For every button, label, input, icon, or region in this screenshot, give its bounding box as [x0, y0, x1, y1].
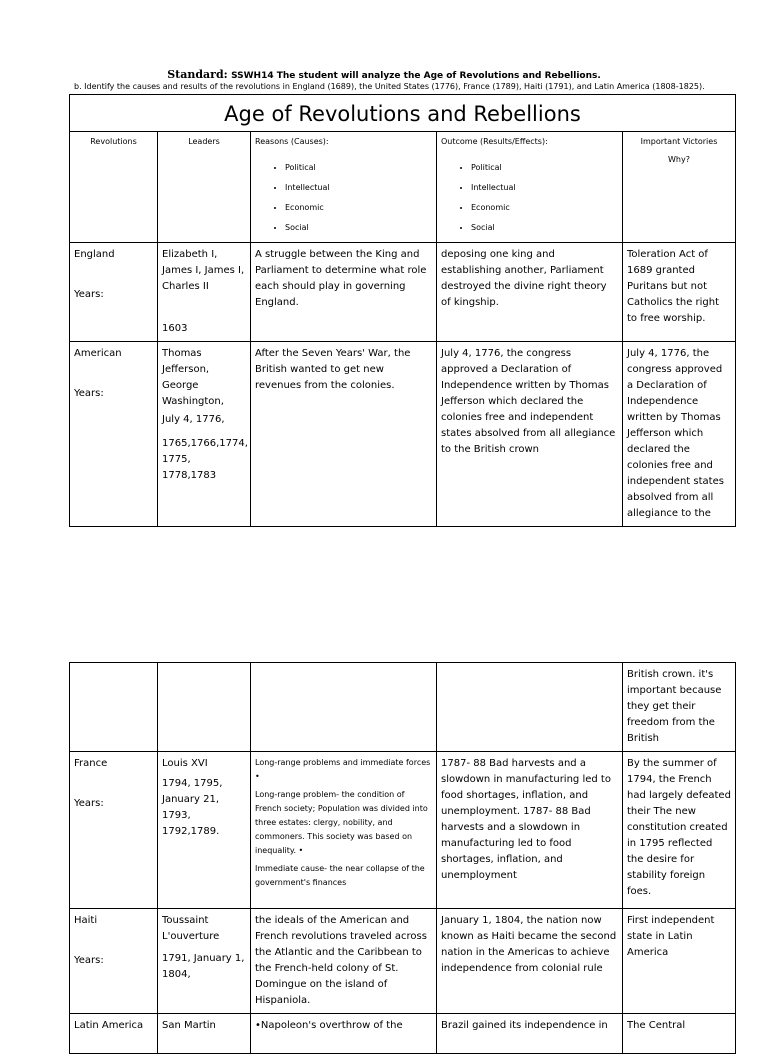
row-cell-leaders: San Martin: [158, 1014, 251, 1054]
revolutions-table-part-1: [69, 94, 736, 527]
years-label: Years:: [74, 955, 104, 966]
row-cell-outcome: January 1, 1804, the nation now known as Haiti became the second nation in the Americas to achieve independence from colonial rule: [437, 909, 623, 1014]
row-cell-outcome: [437, 663, 623, 752]
col-header-victories: [623, 132, 736, 243]
row-cell-leaders: [158, 909, 251, 1014]
years-text: 1794, 1795, January 21, 1793, 1792,1789.: [162, 778, 223, 837]
outcome-label: Outcome (Results/Effects):: [441, 137, 548, 146]
revolution-name: England: [74, 249, 115, 260]
table-row-england: [70, 243, 736, 342]
leaders-text: Elizabeth I, James I, James I, Charles II: [162, 249, 245, 292]
col-header-reasons: [251, 132, 437, 243]
revolutions-table-part-2: [69, 662, 736, 1054]
standard-text: SSWH14 The student will analyze the Age of Revolutions and Rebellions.: [231, 71, 601, 81]
row-cell-reasons: After the Seven Years' War, the British wanted to get new revenues from the colonies.: [251, 342, 437, 527]
standard-element-b: b. Identify the causes and results of the revolutions in England (1689), the United States (1776), France (1789), Haiti (1791), and Latin America (1808-1825).: [74, 82, 705, 91]
row-cell-leaders: [158, 752, 251, 909]
list-item: • Social: [285, 218, 432, 238]
row-cell-revolution: [70, 909, 158, 1014]
years-label: Years:: [74, 388, 104, 399]
list-item: • Economic: [285, 198, 432, 218]
list-item: • Political: [285, 158, 432, 178]
row-cell-outcome: deposing one king and establishing another, Parliament destroyed the divine right theory of kingship.: [437, 243, 623, 342]
row-cell-victories: First independent state in Latin America: [623, 909, 736, 1014]
row-cell-outcome: July 4, 1776, the congress approved a Declaration of Independence written by Thomas Jefferson which declared the colonies free and independent states absolved from all allegiance to the British crown: [437, 342, 623, 527]
revolution-name: France: [74, 758, 108, 769]
row-cell-victories: British crown. it's important because they get their freedom from the British: [623, 663, 736, 752]
years-text: 1603: [162, 323, 188, 334]
victories-why: Why?: [668, 155, 690, 164]
list-item: • Economic: [471, 198, 618, 218]
col-header-leaders: Leaders: [158, 132, 251, 243]
list-item: • Intellectual: [471, 178, 618, 198]
revolution-name: Haiti: [74, 915, 98, 926]
table-title: Age of Revolutions and Rebellions: [70, 95, 736, 132]
row-cell-revolution: [70, 663, 158, 752]
years-text: 1791, January 1, 1804,: [162, 953, 245, 980]
row-cell-leaders: [158, 243, 251, 342]
row-cell-leaders: [158, 663, 251, 752]
reasons-bullet-list: [255, 158, 432, 238]
reasons-text-3: Immediate cause- the near collapse of the government's finances: [255, 864, 425, 887]
row-cell-revolution: Latin America: [70, 1014, 158, 1054]
standard-label: Standard:: [167, 68, 228, 81]
list-item: • Social: [471, 218, 618, 238]
outcome-bullet-list: [441, 158, 618, 238]
row-cell-outcome: 1787- 88 Bad harvests and a slowdown in manufacturing led to food shortages, inflation, and unemployment. 1787- 88 Bad harvests and a slowdown in manufacturing led to food shortages, inflation, and unemployment: [437, 752, 623, 909]
row-cell-reasons: the ideals of the American and French revolutions traveled across the Atlantic and the Caribbean to the French-held colony of St. Domingue on the island of Hispaniola.: [251, 909, 437, 1014]
date-text: July 4, 1776,: [162, 414, 225, 425]
table-row-american: [70, 342, 736, 527]
row-cell-victories: Toleration Act of 1689 granted Puritans but not Catholics the right to free worship.: [623, 243, 736, 342]
years-label: Years:: [74, 798, 104, 809]
row-cell-revolution: [70, 243, 158, 342]
row-cell-revolution: [70, 342, 158, 527]
leaders-text: Thomas Jefferson, George Washington,: [162, 348, 224, 407]
row-cell-reasons: [251, 663, 437, 752]
row-cell-leaders: [158, 342, 251, 527]
list-item: • Intellectual: [285, 178, 432, 198]
row-cell-revolution: [70, 752, 158, 909]
row-cell-reasons: •Napoleon's overthrow of the: [251, 1014, 437, 1054]
reasons-label: Reasons (Causes):: [255, 137, 329, 146]
col-header-revolutions: Revolutions: [70, 132, 158, 243]
col-header-outcome: [437, 132, 623, 243]
revolution-name: American: [74, 348, 122, 359]
table-row-american-continued: [70, 663, 736, 752]
victories-label: Important Victories: [640, 137, 718, 146]
row-cell-reasons: A struggle between the King and Parliament to determine what role each should play in governing England.: [251, 243, 437, 342]
leaders-text: Toussaint L'ouverture: [162, 915, 220, 942]
table-row-france: [70, 752, 736, 909]
list-item: • Political: [471, 158, 618, 178]
reasons-text-2: Long-range problem- the condition of French society; Population was divided into three estates: clergy, nobility, and commoners. This society was based on inequality. •: [255, 790, 428, 855]
years-label: Years:: [74, 289, 104, 300]
table-row-haiti: [70, 909, 736, 1014]
standard-line: [0, 68, 768, 81]
row-cell-outcome: Brazil gained its independence in: [437, 1014, 623, 1054]
table-row-latin-america: [70, 1014, 736, 1054]
leaders-text: Louis XVI: [162, 758, 208, 769]
row-cell-victories: By the summer of 1794, the French had largely defeated their The new constitution created in 1795 reflected the desire for stability foreign foes.: [623, 752, 736, 909]
years-text: 1765,1766,1774, 1775, 1778,1783: [162, 438, 248, 481]
row-cell-victories: The Central: [623, 1014, 736, 1054]
row-cell-victories: July 4, 1776, the congress approved a Declaration of Independence written by Thomas Jefferson which declared the colonies free and independent states absolved from all allegiance to the: [623, 342, 736, 527]
reasons-text-1: Long-range problems and immediate forces •: [255, 758, 431, 781]
row-cell-reasons: [251, 752, 437, 909]
